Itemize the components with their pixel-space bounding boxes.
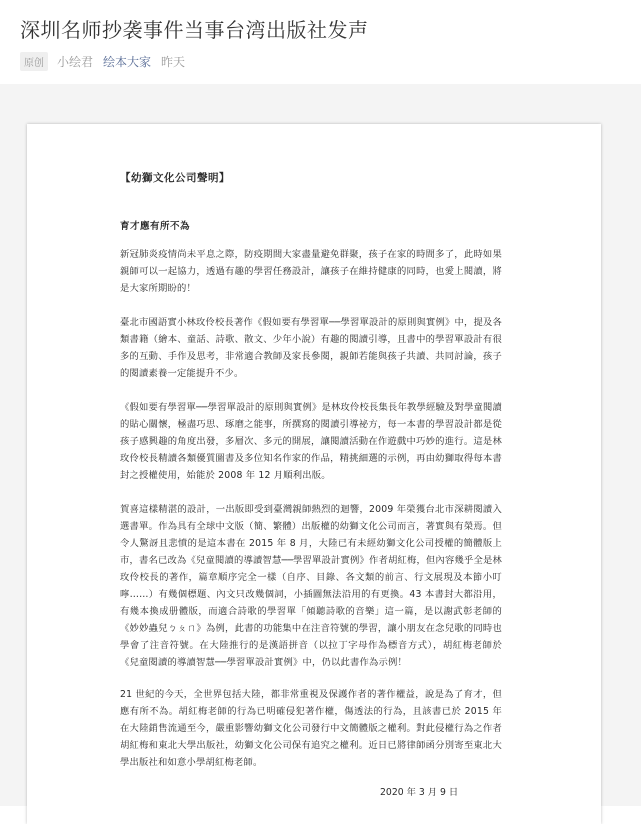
original-badge: 原创 [20,52,48,71]
statement-subheading: 育才應有所不為 [120,221,191,232]
statement-content [120,170,502,788]
article-title: 深圳名师抄袭事件当事台湾出版社发声 [20,18,369,42]
author-name: 小绘君 [57,55,94,69]
statement-heading: 【幼獅文化公司聲明】 [120,172,230,184]
account-link[interactable]: 绘本大家 [103,55,152,69]
article-meta [20,52,185,71]
statement-paragraph-1: 新冠肺炎疫情尚未平息之際，防疫期間大家盡量避免群聚，孩子在家的時間多了，此時如果親師可以一起協力，透過有趣的學習任務設計，讓孩子在維持健康的同時，也愛上閱讀，將是大家所期盼的！ [120,249,502,294]
statement-paragraph-5: 21 世紀的今天，全世界包括大陸，都非常重視及保護作者的著作權益，說是為了育才，但應有所不為。胡紅梅老師的行為已明確侵犯著作權，傷透法的行為，且該書已於 2015 年在大陸銷售流通至今，嚴重影響幼獅文化公司發行中文簡體版之權利。對此侵權行為之作者胡紅梅和東北大學出版社，幼獅文化公司保有追究之權利。近日已將律師函分別寄至東北大學出版社和如意小學胡紅梅老師。 [120,689,502,768]
statement-paragraph-2: 臺北市國語實小林玫伶校長著作《假如要有學習單──學習單設計的原則與實例》中，提及各類書籍（繪本、童話、詩歌、散文、少年小說）有趣的閱讀引導，且書中的學習單設計有很多的互動、手作及思考，非常適合教師及家長參閱，親師若能與孩子共讀、共同討論，孩子的閱讀素養一定能提升不少。 [120,317,502,379]
publish-date: 昨天 [161,55,186,69]
statement-date: 2020 年 3 月 9 日 [380,787,459,798]
statement-paragraph-4: 賀喜這樣精湛的設計，一出版即受到臺灣親師熱烈的迴響，2009 年榮獲台北市深耕閱讀入選書單。作為具有全球中文版（簡、繁體）出版權的幼獅文化公司而言，著實與有榮焉。但令人驚訝且悲憤的是這本書在 2015 年 8 月，大陸已有未經幼獅文化公司授權的簡體版上市，書名已改為《兒童閱讀的導讀智慧──學習單設計實例》作者胡紅梅，但內容幾乎全是林玫伶校長的著作，篇章順序完全一樣（自序、目錄、各文類的前言、行文展現及本節小叮嚀……）有幾個標題、內文只改幾個詞，小插圖無法沿用的有更換。43 本書封大都沿用，有幾本換成册體版，而適合詩歌的學習單「傾聽詩歌的音樂」這一篇，是以謝武彰老師的《妙妙蟲兒ㄅㄆㄇ》為例，此書的功能集中在注音符號的學習，讓小朋友在念兒歌的同時也學會了注音符號。在大陸推行的是漢語拼音（以拉丁字母作為標音方式），胡紅梅老師於《兒童閱讀的導讀智慧──學習單設計實例》中，仍以此書作為示例！ [120,504,502,668]
statement-paragraph-3: 《假如要有學習單──學習單設計的原則與實例》是林玫伶校長集長年教學經驗及對學童閱讀的貼心關懷，極盡巧思、琢磨之能事，所撰寫的閱讀引導祕方，每一本書的學習設計都是從孩子感興趣的角度出發，多層次、多元的開展，讓閱讀活動在作遊戲中巧妙的進行。這是林玫伶校長精讀各類優質圖書及多位知名作家的作品，精挑細選的示例，再由幼獅取得每本書封之授權使用，始能於 2008 年 12 月順利出版。 [120,402,502,481]
